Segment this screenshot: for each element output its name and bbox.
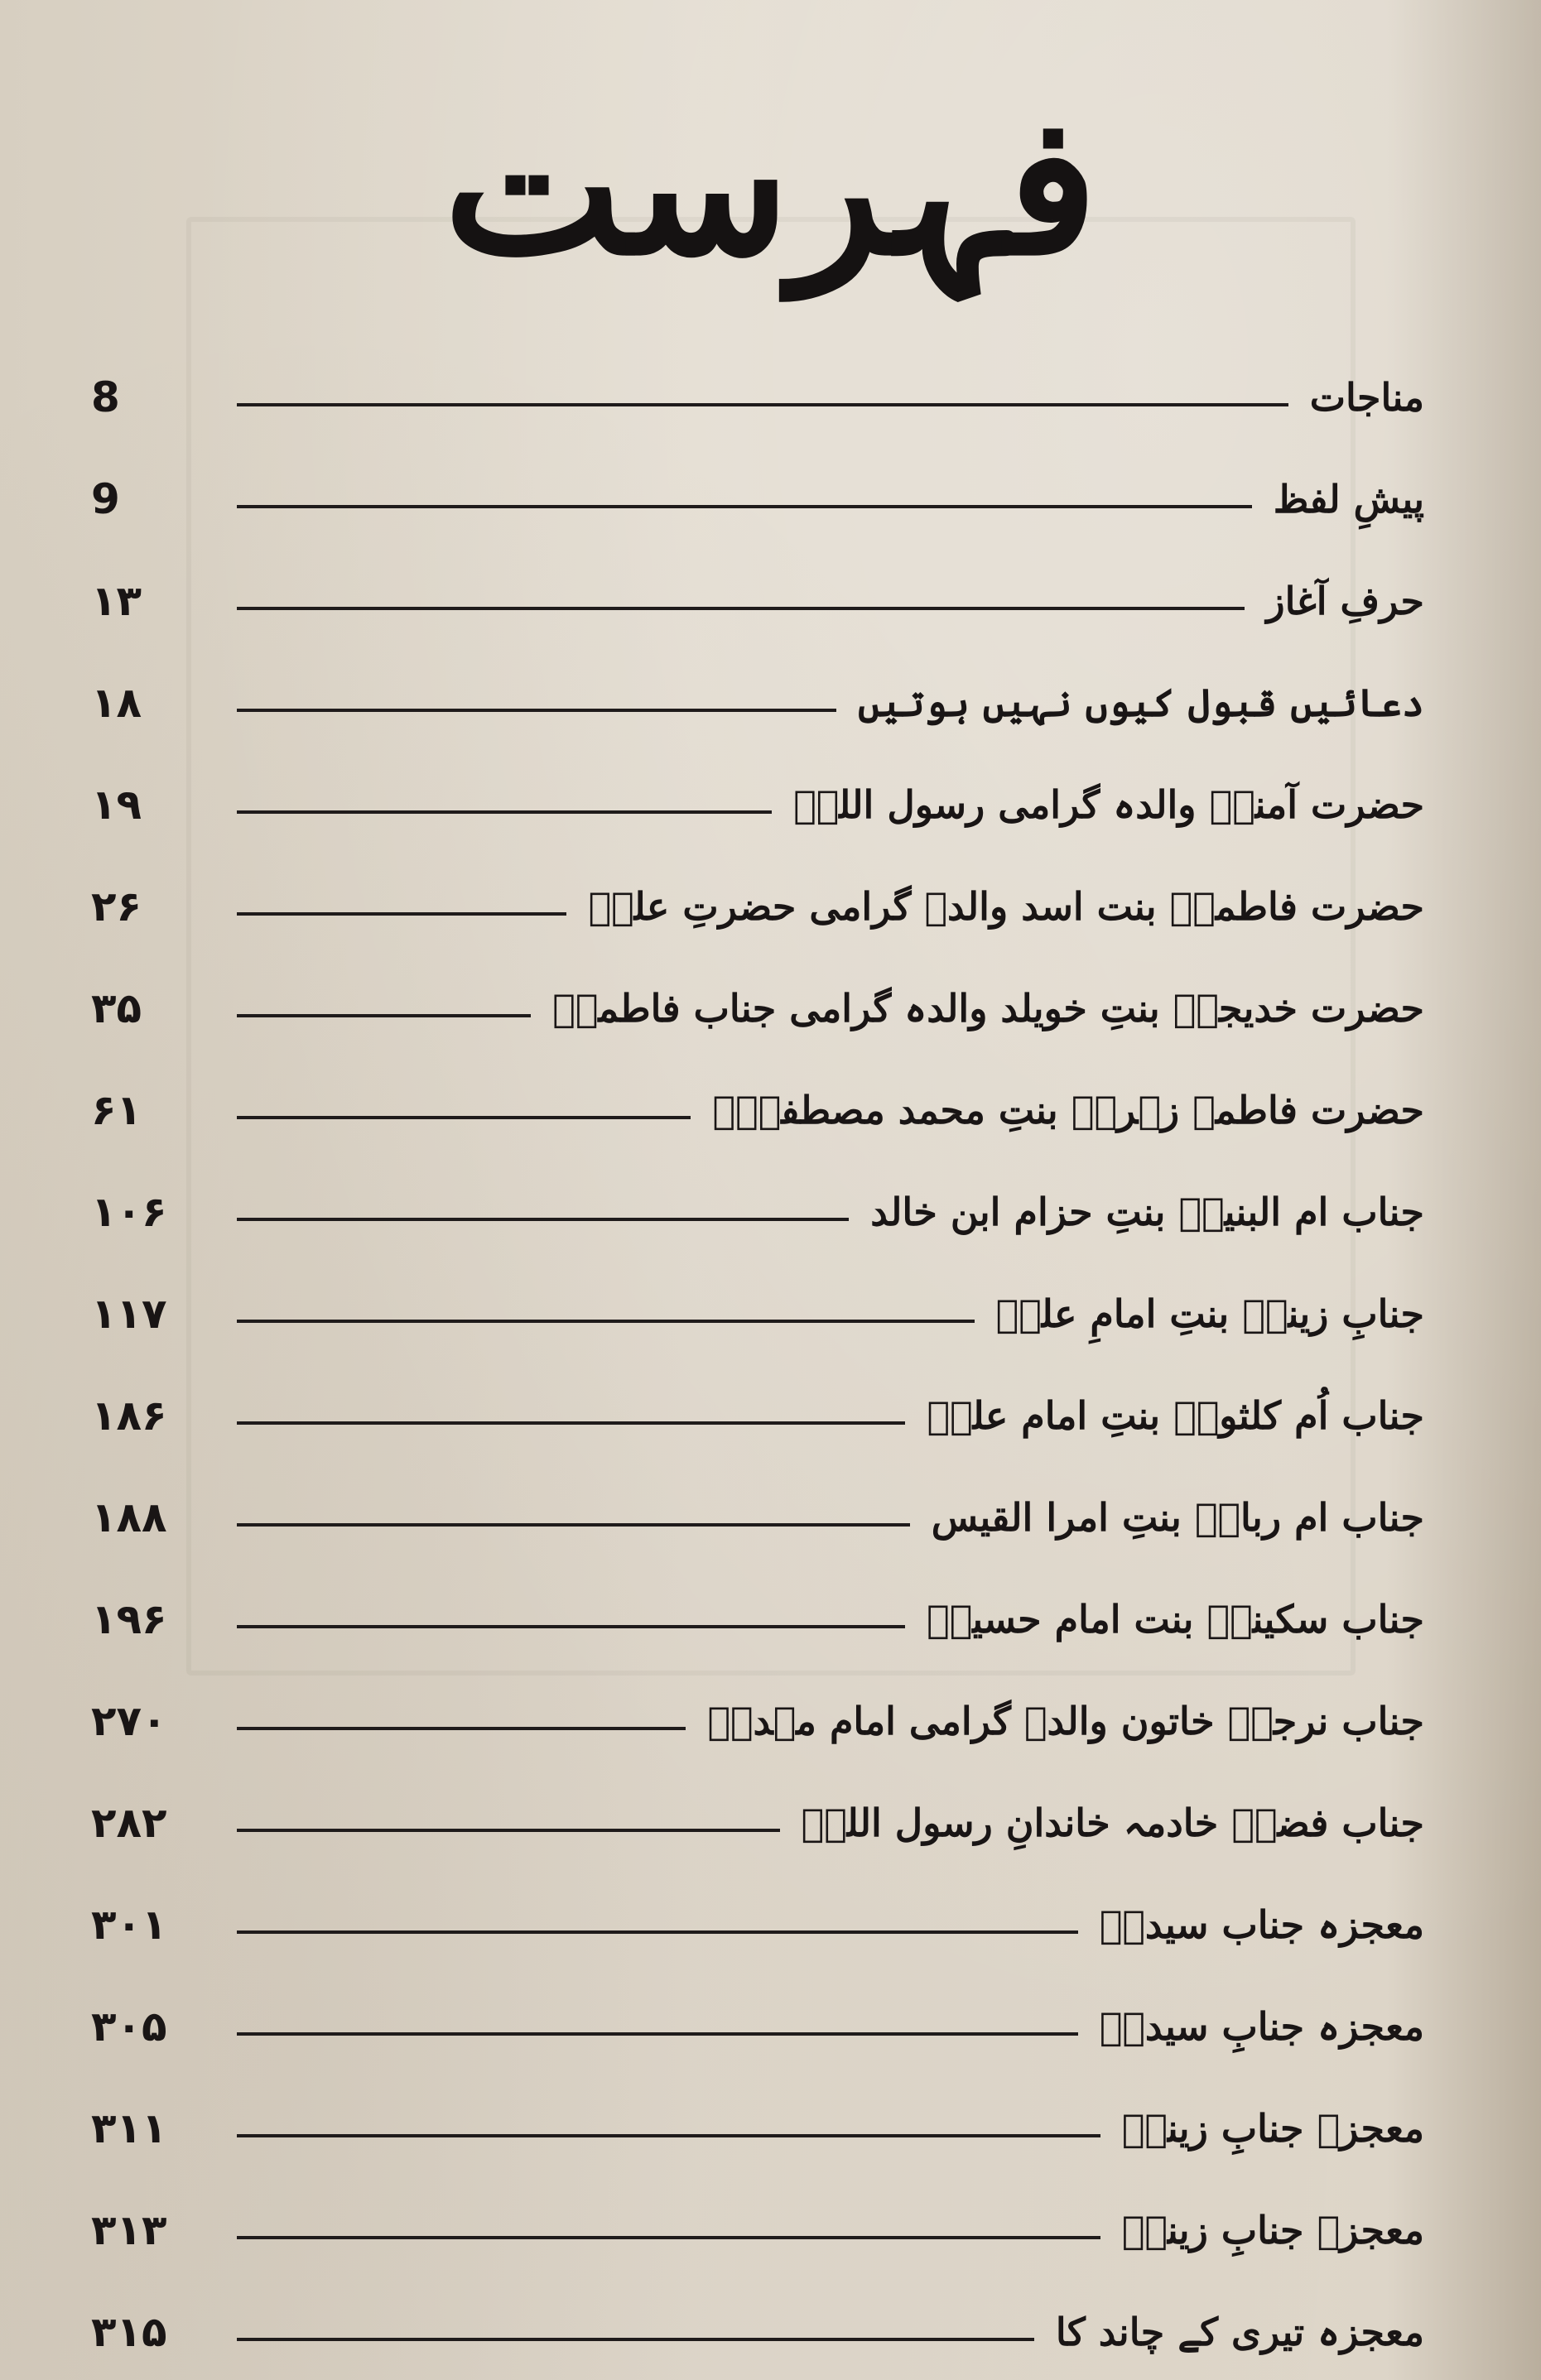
toc-entry bbox=[91, 1348, 1424, 1450]
toc-entry bbox=[91, 1959, 1424, 2060]
toc-leader-line bbox=[237, 1116, 691, 1119]
toc-leader-line bbox=[237, 607, 1245, 610]
toc-entry-title: جناب اُم کلثومؑ بنتِ امام علیؑ bbox=[927, 1393, 1424, 1438]
toc-leader-line bbox=[237, 810, 772, 814]
toc-entry bbox=[91, 1551, 1424, 1653]
toc-leader-line bbox=[237, 912, 566, 916]
toc-entry-title: جناب فضہؑ خادمہ خاندانِ رسول اللہؐ bbox=[801, 1801, 1424, 1845]
page-title: فہرست bbox=[443, 75, 1098, 298]
toc-entry bbox=[91, 431, 1424, 533]
toc-entry-title: معجزہ جنابِ زینبؑ bbox=[1121, 2208, 1424, 2253]
toc-leader-line bbox=[237, 2236, 1100, 2239]
toc-entry bbox=[91, 737, 1424, 839]
toc-entry-title: جناب سکینہؑ بنت امام حسینؑ bbox=[927, 1597, 1424, 1642]
toc-entry-page: ۶۱ bbox=[91, 1086, 142, 1134]
toc-leader-line bbox=[237, 2338, 1034, 2341]
toc-entry-title: مناجات bbox=[1309, 375, 1424, 420]
toc-entry-page: ۱۱۷ bbox=[91, 1290, 167, 1338]
toc-entry-page: ۳۵ bbox=[91, 984, 142, 1032]
toc-entry-page: ۱۸ bbox=[91, 679, 142, 727]
toc-entry-title: معجزہ جنابِ زینبؑ bbox=[1121, 2106, 1424, 2151]
toc-entry-page: ۲۶ bbox=[91, 882, 142, 930]
toc-leader-line bbox=[237, 1930, 1078, 1934]
toc-entry bbox=[91, 635, 1424, 737]
toc-entry-page: ۱۳ bbox=[91, 577, 142, 625]
toc-entry-title: حرفِ آغاز bbox=[1266, 579, 1424, 623]
toc-entry-title: معجزہ تیری کے چاند کا bbox=[1055, 2310, 1424, 2354]
toc-entry-title: جناب ام البنینؑ بنتِ حزام ابن خالد bbox=[870, 1190, 1424, 1234]
toc-entry-title: جناب نرجسؑ خاتون والدہ گرامی امام مہدیؑ bbox=[707, 1699, 1424, 1743]
toc-leader-line bbox=[237, 1218, 849, 1221]
toc-entry-title: حضرت خدیجہؑ بنتِ خویلد والدہ گرامی جناب فاطمہؑ bbox=[552, 986, 1424, 1031]
toc-entry-page: ۱۹۶ bbox=[91, 1595, 167, 1643]
toc-entry-page: ۲۷۰ bbox=[91, 1697, 167, 1745]
toc-leader-line bbox=[237, 1320, 975, 1323]
toc-entry bbox=[91, 940, 1424, 1042]
toc-entry-page: ۱۰۶ bbox=[91, 1188, 167, 1236]
table-of-contents bbox=[91, 329, 1424, 2366]
toc-entry bbox=[91, 1653, 1424, 1755]
toc-entry-title: جنابِ زینبؑ بنتِ امامِ علیؑ bbox=[995, 1291, 1424, 1336]
toc-leader-line bbox=[237, 403, 1288, 406]
toc-entry-page: ۱۸۶ bbox=[91, 1392, 167, 1440]
toc-entry-title: حضرت فاطمہ زہراؑ بنتِ محمد مصطفیٰؐ bbox=[712, 1088, 1424, 1132]
toc-leader-line bbox=[237, 709, 836, 712]
toc-entry bbox=[91, 2060, 1424, 2162]
toc-entry bbox=[91, 1042, 1424, 1144]
toc-entry bbox=[91, 1246, 1424, 1348]
toc-entry bbox=[91, 329, 1424, 431]
toc-leader-line bbox=[237, 1829, 780, 1832]
toc-entry bbox=[91, 1450, 1424, 1551]
toc-entry-page: 9 bbox=[91, 475, 120, 523]
toc-entry-page: ۳۱۱ bbox=[91, 2104, 167, 2152]
toc-entry-title: معجزہ جناب سیدہؑ bbox=[1099, 1902, 1424, 1947]
toc-entry-title: جناب ام ربابؑ بنتِ امرا القیس bbox=[931, 1495, 1424, 1540]
toc-entry-title: دعائیں قبول کیوں نہیں ہوتیں bbox=[858, 680, 1424, 725]
toc-entry bbox=[91, 2162, 1424, 2264]
toc-entry bbox=[91, 2264, 1424, 2366]
toc-entry-page: ۳۰۵ bbox=[91, 2003, 167, 2051]
toc-leader-line bbox=[237, 2134, 1100, 2137]
toc-entry bbox=[91, 533, 1424, 635]
toc-entry-page: ۳۰۱ bbox=[91, 1901, 167, 1949]
toc-entry-page: ۱۹ bbox=[91, 781, 142, 829]
toc-entry-page: ۲۸۲ bbox=[91, 1799, 167, 1847]
toc-entry-page: ۳۱۳ bbox=[91, 2206, 167, 2254]
toc-entry-page: ۳۱۵ bbox=[91, 2308, 167, 2356]
toc-entry-page: 8 bbox=[91, 373, 120, 421]
toc-leader-line bbox=[237, 1421, 905, 1425]
toc-entry-page: ۱۸۸ bbox=[91, 1493, 167, 1541]
toc-entry bbox=[91, 1755, 1424, 1857]
toc-leader-line bbox=[237, 1727, 686, 1730]
toc-entry bbox=[91, 1857, 1424, 1959]
toc-leader-line bbox=[237, 1523, 910, 1527]
toc-entry-title: حضرت فاطمہؑ بنت اسد والدہ گرامی حضرتِ علیؑ bbox=[588, 884, 1424, 929]
toc-entry-title: معجزہ جنابِ سیدہؑ bbox=[1099, 2004, 1424, 2049]
toc-entry bbox=[91, 839, 1424, 940]
toc-entry bbox=[91, 1144, 1424, 1246]
toc-leader-line bbox=[237, 1014, 531, 1017]
toc-leader-line bbox=[237, 505, 1252, 508]
toc-entry-title: پیشِ لفظ bbox=[1273, 477, 1424, 522]
toc-entry-title: حضرت آمنہؑ والدہ گرامی رسول اللہؐ bbox=[793, 782, 1424, 827]
toc-leader-line bbox=[237, 1625, 905, 1628]
toc-leader-line bbox=[237, 2032, 1078, 2036]
